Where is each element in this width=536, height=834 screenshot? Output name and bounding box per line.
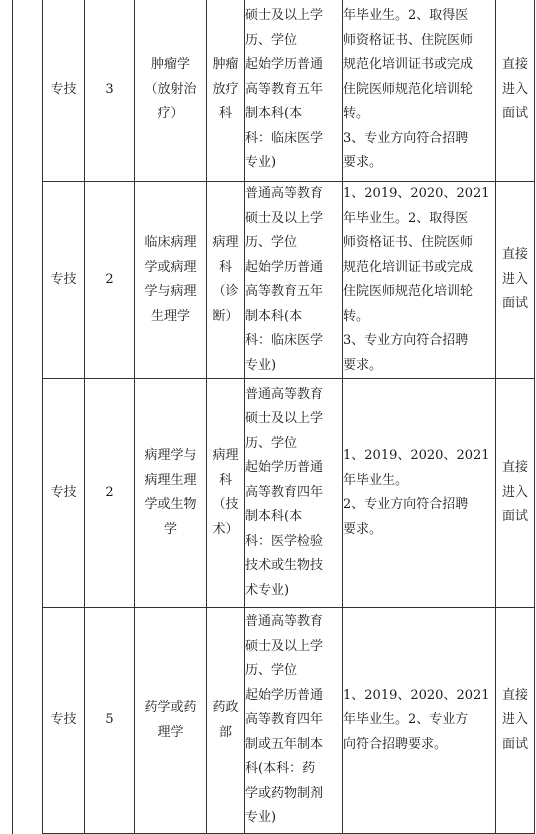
education-text: 普通高等教育 硕士及以上学 历、学位 起始学历普通 高等教育四年 制本科(本 科：医学检验 技术或生物技 术专业) <box>245 386 324 598</box>
position-type-cell <box>43 182 85 379</box>
major-text: 病理学与 病理生理 学或生物 学 <box>144 448 197 537</box>
department-text: 病理 科 （诊 断） <box>212 235 239 324</box>
requirements-text: 1、2019、2020、2021 年毕业生。2、取得医 师资格证书、住院医师 规范化培训证书或完成 住院医师规范化培训轮 转。 3、专业方向符合招聘 要求。 <box>343 186 490 373</box>
position-type: 专技 <box>50 271 77 287</box>
requirements-text: 1、2019、2020、2021 年毕业生。 2、专业方向符合招聘 要求。 <box>343 448 490 537</box>
major-cell <box>135 182 207 379</box>
education-text: 普通高等教育 硕士及以上学 历、学位 起始学历普通 高等教育五年 制本科(本 科：临床医学 专业) <box>245 186 324 373</box>
department-text: 肿瘤 放疗 科 <box>212 57 239 122</box>
major-cell <box>135 379 207 608</box>
position-type: 专技 <box>50 81 77 97</box>
education-cell <box>245 608 343 834</box>
major-text: 肿瘤学 （放射治 疗） <box>144 57 197 122</box>
method-cell <box>496 379 535 608</box>
method-text: 直接 进入 面试 <box>501 57 528 122</box>
requirements-cell <box>343 379 496 608</box>
position-type-cell <box>43 0 85 182</box>
department-cell <box>207 0 245 182</box>
method-cell <box>496 608 535 834</box>
method-cell <box>496 182 535 379</box>
headcount-cell: 2 <box>85 379 135 608</box>
position-type: 专技 <box>50 484 77 500</box>
major-text: 临床病理 学或病理 学与病理 生理学 <box>144 235 197 324</box>
department-cell <box>207 379 245 608</box>
education-cell <box>245 0 343 182</box>
position-type-cell <box>43 608 85 834</box>
method-text: 直接 进入 面试 <box>501 687 528 752</box>
education-text: 硕士及以上学 历、学位 起始学历普通 高等教育五年 制本科(本 科：临床医学 专业) <box>245 8 324 171</box>
education-text: 普通高等教育 硕士及以上学 历、学位 起始学历普通 高等教育四年 制或五年制本 科(本科：药 学或药物制剂 专业) <box>245 614 324 826</box>
education-cell <box>245 182 343 379</box>
method-text: 直接 进入 面试 <box>501 247 528 312</box>
headcount-cell: 3 <box>85 0 135 182</box>
requirements-cell <box>343 182 496 379</box>
requirements-cell <box>343 0 496 182</box>
headcount-cell: 2 <box>85 182 135 379</box>
department-text: 病理 科 （技 术） <box>212 448 239 537</box>
requirements-cell <box>343 608 496 834</box>
table-row <box>13 379 535 608</box>
position-type-cell <box>43 379 85 608</box>
major-cell <box>135 0 207 182</box>
education-cell <box>245 379 343 608</box>
major-text: 药学或药 理学 <box>144 700 197 740</box>
merged-left-cell <box>13 0 43 834</box>
department-text: 药政 部 <box>212 700 239 740</box>
method-text: 直接 进入 面试 <box>501 460 528 525</box>
method-cell <box>496 0 535 182</box>
major-cell <box>135 608 207 834</box>
requirements-text: 年毕业生。2、取得医 师资格证书、住院医师 规范化培训证书或完成 住院医师规范化培训轮 转。 3、专业方向符合招聘 要求。 <box>343 8 474 171</box>
recruitment-table <box>12 0 535 834</box>
department-cell <box>207 608 245 834</box>
headcount-cell: 5 <box>85 608 135 834</box>
table-row <box>13 182 535 379</box>
requirements-text: 1、2019、2020、2021 年毕业生。2、专业方 向符合招聘要求。 <box>343 687 490 752</box>
department-cell <box>207 182 245 379</box>
position-type: 专技 <box>50 712 77 728</box>
table-row <box>13 0 535 182</box>
table-row <box>13 608 535 834</box>
